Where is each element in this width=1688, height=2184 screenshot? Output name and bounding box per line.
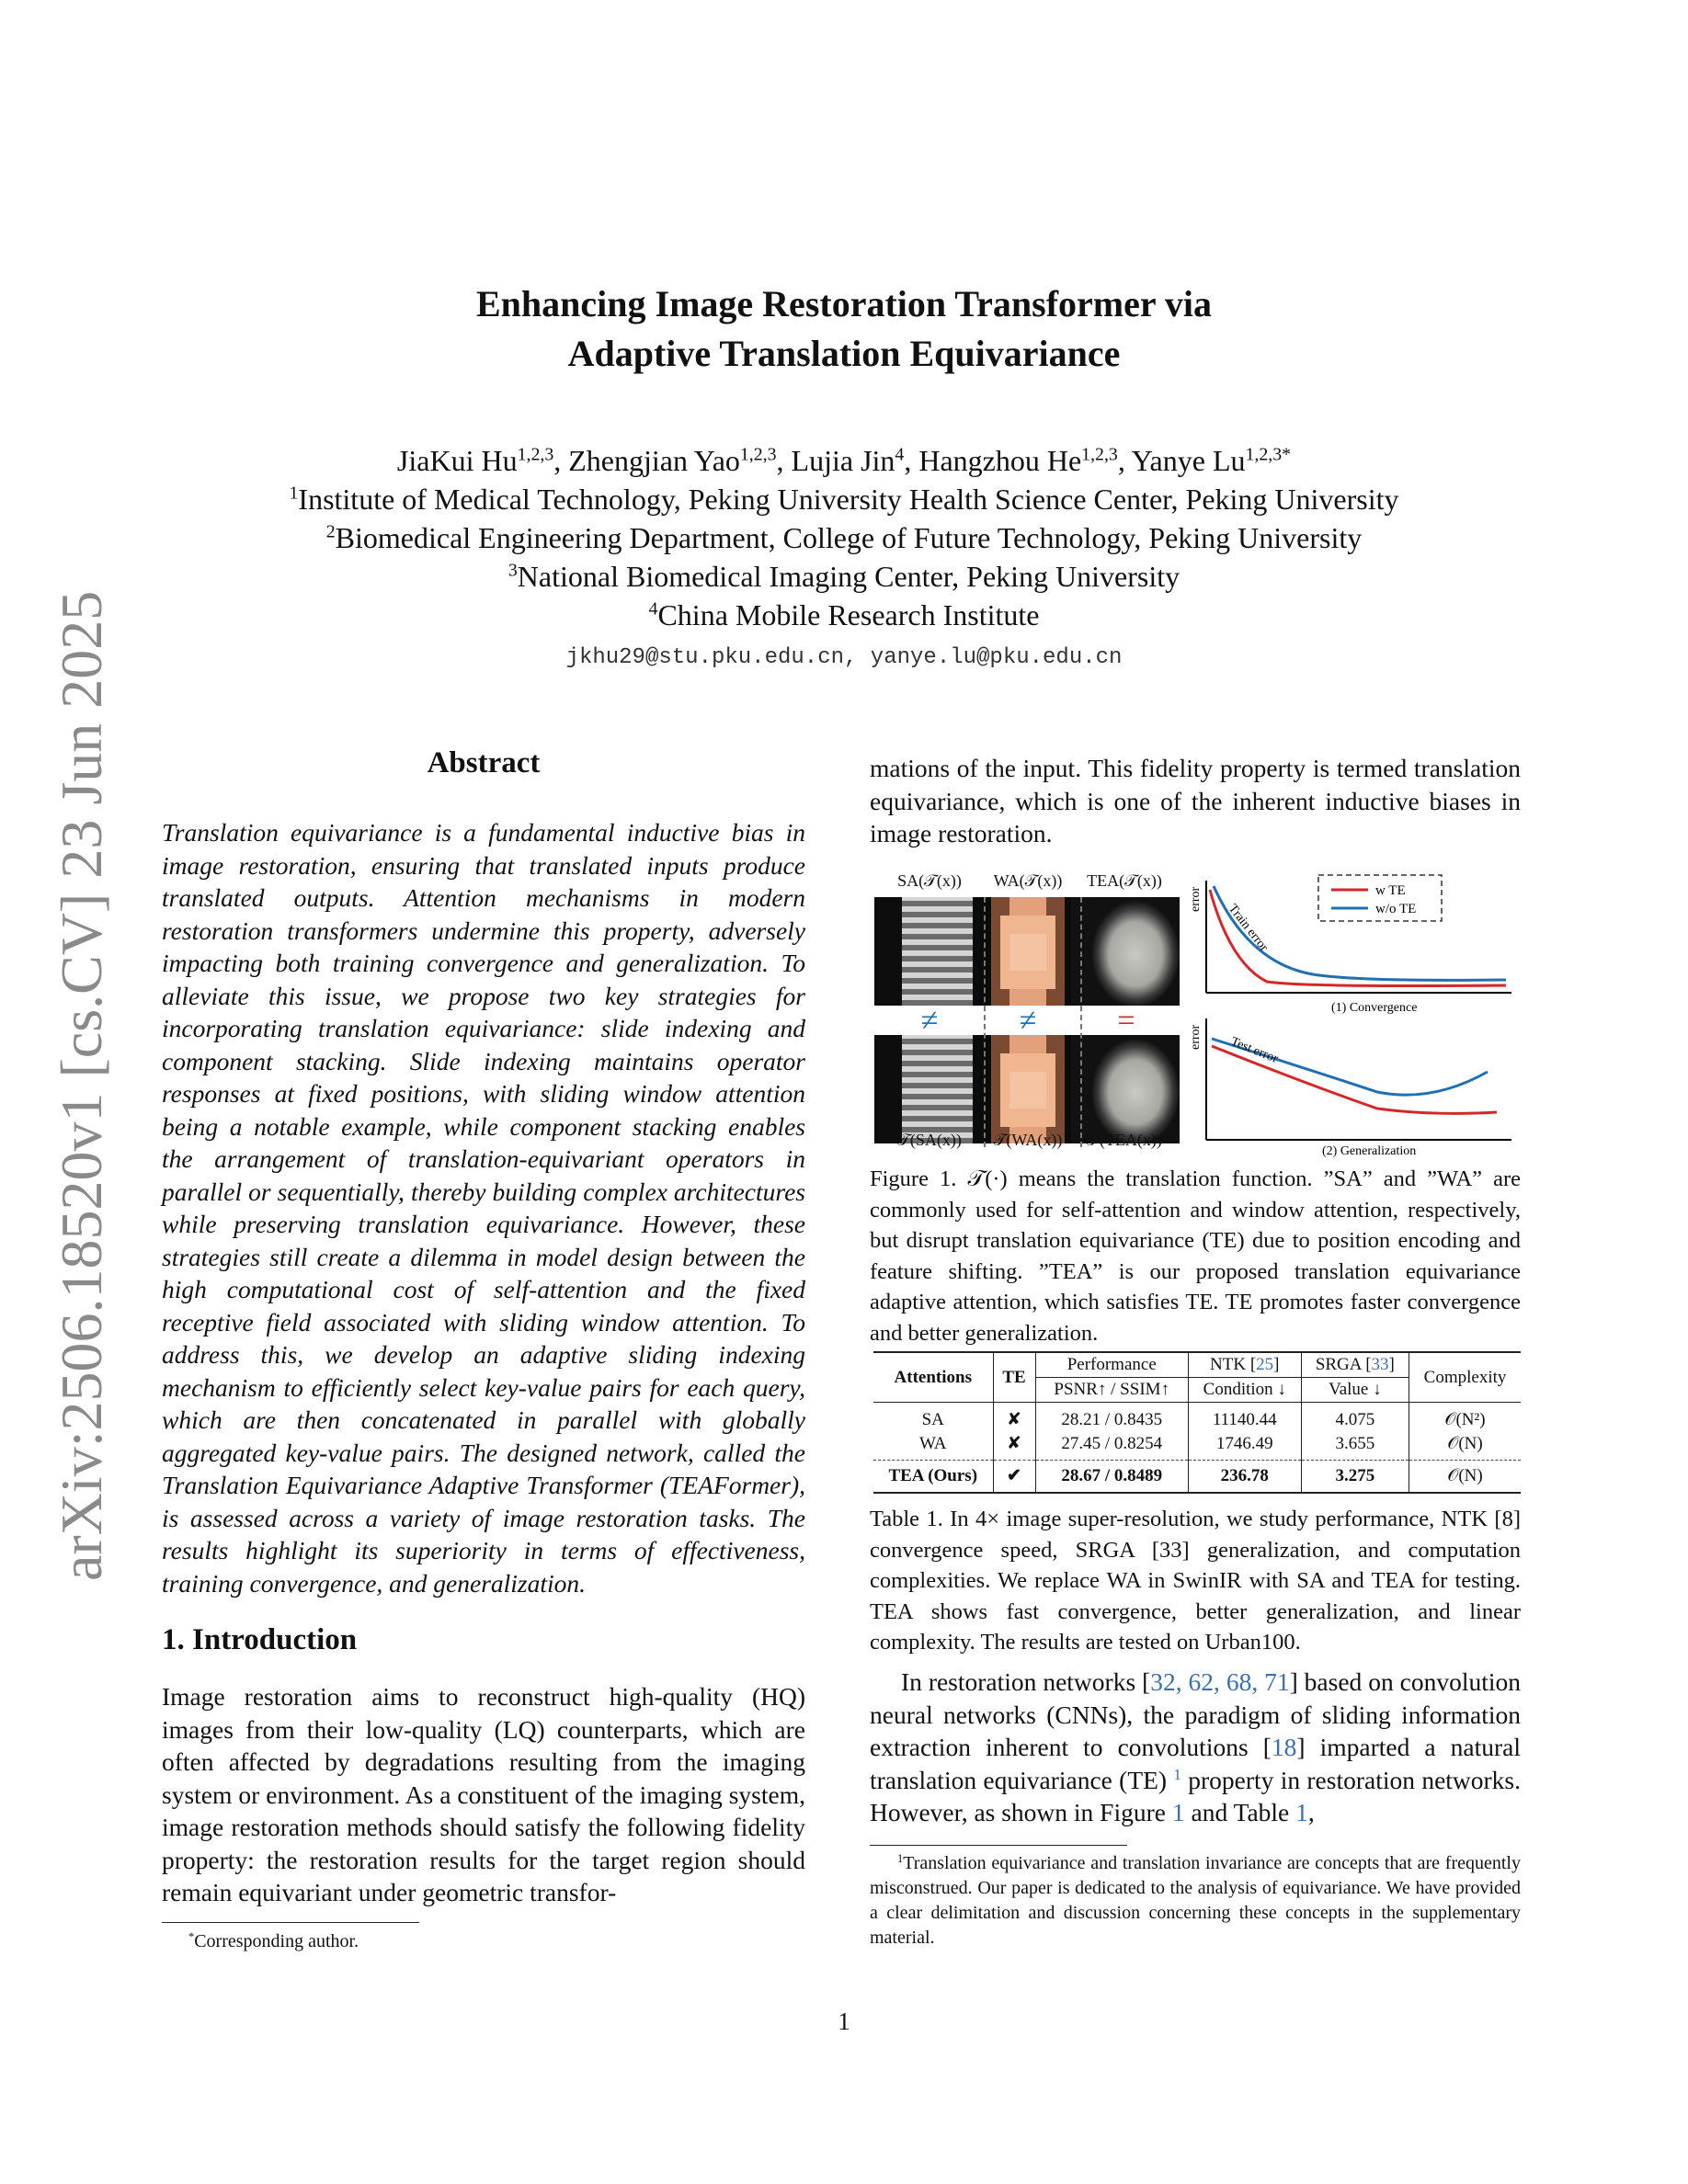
table-1 bbox=[873, 1351, 1521, 1494]
figure-1 bbox=[870, 871, 1521, 1156]
not-equal-symbol: ≠ bbox=[1019, 1004, 1037, 1038]
col-header-performance: Performance bbox=[1035, 1353, 1188, 1378]
abstract-text: Translation equivariance is a fundamental inductive bias in image restoration, ensuring that translated inputs produce translated outputs. Attention mechanisms in modern restoration transformers undermine this property, adversely impacting both training convergence and generalization. To alleviate this issue, we propose two key strategies for incorporating translation equivariance: slide indexing and component stacking. Slide indexing maintains operator responses at fixed positions, with sliding window attention being a notable example, while component stacking enables the arrangement of translation-equivariant operators in parallel or sequentially, thereby building complex architectures while preserving translation equivariance. However, these strategies still create a dilemma in model design between the high computational cost of self-attention and the fixed receptive field associated with sliding window attention. To address this, we develop an adaptive sliding indexing mechanism to efficiently select key-value pairs for each query, which are then concatenated in parallel with globally aggregated key-value pairs. The designed network, called the Translation Equivariance Adaptive Transformer (TEAFormer), is assessed across a variety of image restoration tasks. The results highlight its superiority in terms of effectiveness, training convergence, and generalization. bbox=[162, 818, 805, 1598]
author-name: Zhengjian Yao bbox=[568, 444, 740, 477]
plot2-curve-label: Test error bbox=[1228, 1034, 1281, 1066]
author-email: jkhu29@stu.pku.edu.cn, yanye.lu@pku.edu.cn bbox=[565, 645, 1123, 670]
subheader-value: Value ↓ bbox=[1301, 1378, 1409, 1403]
tea-translated-input-image bbox=[1071, 897, 1180, 1006]
figure-1-caption: Figure 1. 𝒯(·) means the translation function. ”SA” and ”WA” are commonly used for self-attention and window attention, respectively, but disrupt translation equivariance (TE) due to position encoding and feature shifting. ”TEA” is our proposed translation equivariance adaptive attention, which satisfies TE. TE promotes faster convergence and better generalization. bbox=[870, 1166, 1521, 1346]
footnote-rule bbox=[162, 1922, 419, 1923]
subheader-psnr-ssim: PSNR↑ / SSIM↑ bbox=[1035, 1378, 1188, 1403]
arxiv-sidebar-id: arXiv:2506.18520v1 [cs.CV] 23 Jun 2025 bbox=[49, 590, 114, 1581]
error-curves-plot bbox=[1189, 871, 1521, 1158]
author-name: Lujia Jin bbox=[791, 444, 895, 477]
table-row-highlight: TEA (Ours) ✔ 28.67 / 0.8489 236.78 3.275 𝒪(N) bbox=[873, 1461, 1521, 1494]
figure-label-wa-bottom: 𝒯(WA(x)) bbox=[993, 1131, 1063, 1149]
page-number: 1 bbox=[838, 2008, 850, 2035]
wa-translated-input-image bbox=[973, 897, 1081, 1006]
footnote-link[interactable]: 1 bbox=[1173, 1765, 1181, 1783]
affiliation-2: $^2$Biomedical Engineering Department, College of Future Technology, Peking University bbox=[325, 521, 1363, 554]
table-row: SA ✘ 28.21 / 0.8435 11140.44 4.075 𝒪(N²) bbox=[873, 1403, 1521, 1433]
figure-divider bbox=[1080, 897, 1082, 1147]
plot1-caption: (1) Convergence bbox=[1331, 1001, 1418, 1015]
plot2-ylabel: error bbox=[1189, 1024, 1203, 1050]
subheader-condition: Condition ↓ bbox=[1188, 1378, 1301, 1403]
wa-translated-output-image bbox=[973, 1035, 1081, 1143]
introduction-text: Image restoration aims to reconstruct high-quality (HQ) images from their low-quality (LQ) counterparts, which are often affected by degradations resulting from the imaging system or environment. As a constituent of the imaging system, image restoration methods should satisfy the following fidelity property: the restoration results for the target region should remain equivariant under geometric transfor- bbox=[162, 1682, 805, 1906]
figure-ref-link[interactable]: 1 bbox=[1171, 1798, 1185, 1826]
table-1-caption: Table 1. In 4× image super-resolution, we study performance, NTK [8] convergence speed, SRGA [33] generalization, and computation complexities. We replace WA in SwinIR with SA and TEA for testing. TEA shows fast convergence, better generalization, and linear complexity. The results are tested on Urban100. bbox=[870, 1507, 1521, 1655]
corresponding-author-note: *Corresponding author. bbox=[188, 1929, 359, 1951]
sa-translated-input-image bbox=[874, 897, 983, 1006]
legend-w-te: w TE bbox=[1375, 883, 1406, 898]
affiliation-1: $^1$Institute of Medical Technology, Peking University Health Science Center, Peking University bbox=[289, 483, 1399, 516]
results-table bbox=[873, 1353, 1521, 1494]
affiliation-3: $^3$National Biomedical Imaging Center, Peking University bbox=[508, 560, 1180, 593]
footnote-rule bbox=[870, 1845, 1127, 1846]
citation-link[interactable]: 32, 62, 68, 71 bbox=[1150, 1667, 1290, 1696]
figure-label-tea-bottom: 𝒯(TEA(x)) bbox=[1087, 1131, 1162, 1149]
sa-translated-output-image bbox=[874, 1035, 983, 1143]
legend-wo-te: w/o TE bbox=[1375, 902, 1417, 916]
col-header-attentions: Attentions bbox=[894, 1367, 972, 1387]
table-row: WA ✘ 27.45 / 0.8254 1746.49 3.655 𝒪(N) bbox=[873, 1432, 1521, 1461]
plot1-ylabel: error bbox=[1189, 886, 1203, 912]
equal-symbol: = bbox=[1117, 1004, 1135, 1038]
plot2-caption: (2) Generalization bbox=[1322, 1144, 1417, 1158]
right-column-intro-text: mations of the input. This fidelity property is termed translation equivariance, which is one of the inherent inductive biases in image restoration. bbox=[870, 754, 1521, 847]
plot1-curve-label: Train error bbox=[1225, 902, 1271, 955]
introduction-heading: 1. Introduction bbox=[162, 1623, 358, 1656]
author-name: Yanye Lu bbox=[1131, 444, 1246, 477]
table-ref-link[interactable]: 1 bbox=[1295, 1798, 1308, 1826]
col-header-complexity: Complexity bbox=[1423, 1367, 1507, 1387]
not-equal-symbol: ≠ bbox=[920, 1004, 939, 1038]
paper-title-line1: Enhancing Image Restoration Transformer via bbox=[476, 283, 1212, 324]
col-header-te: TE bbox=[993, 1353, 1035, 1403]
paper-title-line2: Adaptive Translation Equivariance bbox=[567, 333, 1121, 374]
intro-continuation-text: In restoration networks [32, 62, 68, 71] based on convolution neural networks (CNNs), the paradigm of sliding information extraction inherent to convolutions [18] imparted a natural translation equivariance (TE) $^1$ property in restoration networks. However, as shown in Figure 1 and Table 1, bbox=[870, 1667, 1522, 1826]
author-name: Hangzhou He bbox=[918, 444, 1082, 477]
footnote-1: $^1$Translation equivariance and translation invariance are concepts that are frequently misconstrued. Our paper is dedicated to the analysis of equivariance. We have provided a clear delimitation and discussion concerning these concepts in the supplementary material. bbox=[870, 1851, 1521, 1948]
tea-translated-output-image bbox=[1071, 1035, 1180, 1143]
figure-label-sa-top: SA(𝒯(x)) bbox=[897, 871, 962, 890]
author-name: JiaKui Hu bbox=[396, 444, 518, 477]
author-list: JiaKui Hu$^{1,2,3}$, Zhengjian Yao$^{1,2,3}$, Lujia Jin$^4$, Hangzhou He$^{1,2,3}$, Yanye $Lu^{1,2,3*}$ bbox=[396, 444, 1292, 477]
col-header-ntk: NTK [25] bbox=[1188, 1353, 1301, 1378]
col-header-srga: SRGA [33] bbox=[1301, 1353, 1409, 1378]
figure-label-sa-bottom: 𝒯(SA(x)) bbox=[897, 1131, 962, 1149]
abstract-heading: Abstract bbox=[427, 746, 541, 779]
figure-divider bbox=[984, 897, 986, 1147]
affiliation-4: $^4$China Mobile Research Institute bbox=[648, 598, 1040, 631]
figure-label-wa-top: WA(𝒯(x)) bbox=[993, 871, 1063, 890]
figure-label-tea-top: TEA(𝒯(x)) bbox=[1087, 871, 1162, 890]
citation-link[interactable]: 18 bbox=[1271, 1733, 1297, 1761]
